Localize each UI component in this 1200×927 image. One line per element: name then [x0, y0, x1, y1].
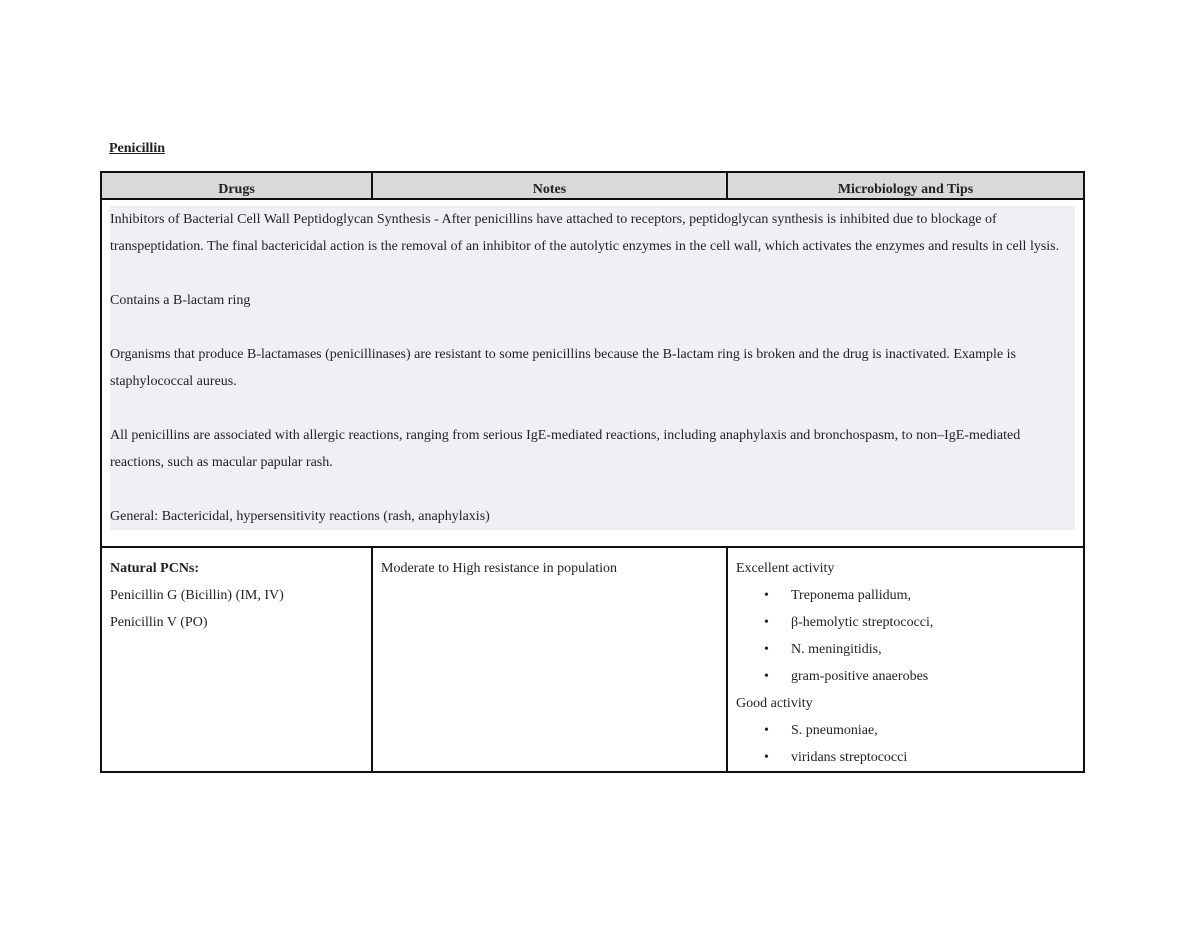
organism-name: β-hemolytic streptococci,: [791, 615, 934, 630]
list-item: [764, 663, 1075, 690]
bullet-icon: •: [764, 615, 769, 630]
bullet-icon: •: [764, 669, 769, 684]
bullet-icon: •: [764, 588, 769, 603]
organism-name: N. meningitidis,: [791, 642, 882, 657]
page-title: Penicillin: [109, 141, 165, 156]
table-row: [101, 547, 1084, 772]
header-drugs: Drugs: [101, 172, 372, 199]
list-item: [764, 744, 1075, 771]
intro-cell: [101, 199, 1084, 547]
organism-name: gram-positive anaerobes: [791, 669, 929, 684]
intro-paragraph: Inhibitors of Bacterial Cell Wall Peptidoglycan Synthesis - After penicillins have attached to receptors, peptidoglycan synthesis is inhibited due to blockage of transpeptidation. The final bactericidal action is the removal of an inhibitor of the autolytic enzymes in the cell wall, which activates the enzymes and results in cell lysis.: [110, 212, 1060, 254]
drug-item: Penicillin G (Bicillin) (IM, IV): [110, 588, 284, 603]
organism-name: viridans streptococci: [791, 750, 908, 765]
list-item: [764, 609, 1075, 636]
intro-row: [101, 199, 1084, 547]
intro-text-block: [110, 206, 1075, 530]
notes-cell: [372, 547, 727, 772]
penicillin-table: [100, 171, 1085, 773]
intro-paragraph: Contains a B-lactam ring: [110, 293, 251, 308]
intro-paragraph: All penicillins are associated with allergic reactions, ranging from serious IgE-mediated reactions, including anaphylaxis and bronchospasm, to non–IgE-mediated reactions, such as macular papular rash.: [110, 428, 1021, 470]
intro-paragraph: General: Bactericidal, hypersensitivity reactions (rash, anaphylaxis): [110, 509, 490, 524]
bullet-icon: •: [764, 750, 769, 765]
notes-text: Moderate to High resistance in population: [381, 561, 617, 576]
drugs-cell: [101, 547, 372, 772]
header-notes: Notes: [372, 172, 727, 199]
header-microbiology: Microbiology and Tips: [727, 172, 1084, 199]
bullet-icon: •: [764, 642, 769, 657]
good-activity-label: Good activity: [736, 696, 813, 711]
microbiology-cell: [727, 547, 1084, 772]
list-item: [764, 582, 1075, 609]
bullet-icon: •: [764, 723, 769, 738]
excellent-activity-list: [736, 582, 1075, 690]
drug-item: Penicillin V (PO): [110, 615, 208, 630]
table-header-row: [101, 172, 1084, 199]
good-activity-list: [736, 717, 1075, 771]
list-item: [764, 717, 1075, 744]
excellent-activity-label: Excellent activity: [736, 561, 835, 576]
organism-name: Treponema pallidum,: [791, 588, 912, 603]
drug-group-heading: Natural PCNs:: [110, 561, 200, 576]
organism-name: S. pneumoniae,: [791, 723, 878, 738]
intro-paragraph: Organisms that produce B-lactamases (penicillinases) are resistant to some penicillins because the B-lactam ring is broken and the drug is inactivated. Example is staphylococcal aureus.: [110, 347, 1016, 389]
list-item: [764, 636, 1075, 663]
